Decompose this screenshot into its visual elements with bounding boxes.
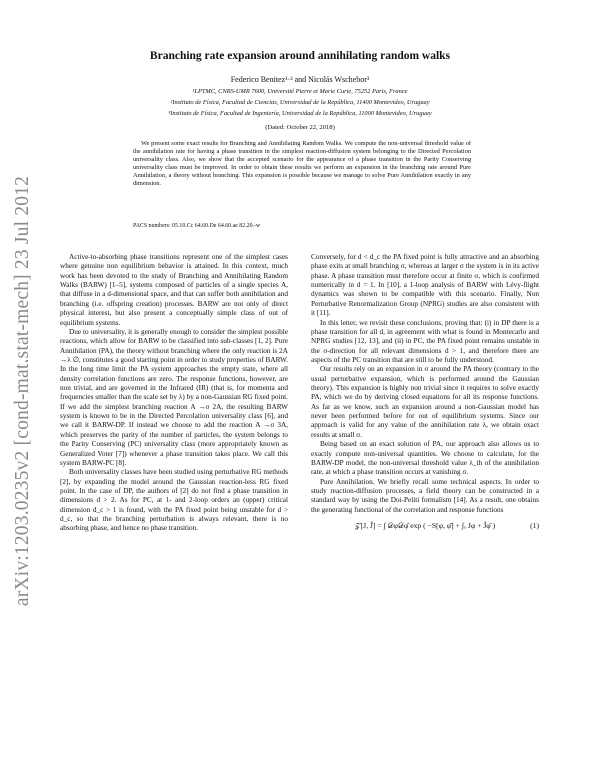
paragraph-exact-solution: Being based on an exact solution of PA, our approach also allows us to exactly compute non-universal quantities. We choose to calculate, for the BARW-DP model, the non-universal threshold value λ_th of the annihilation rate, at which a phase transition occurs at vanishing σ. (311, 440, 539, 477)
paper-title: Branching rate expansion around annihilating random walks (149, 50, 451, 62)
arxiv-id: arXiv:1203.0235v2 [cond-mat.stat-mech] 23 Jul 2012 (12, 175, 33, 607)
equation-body: 𝒵[J, Ĵ] = ∫ 𝒟φ𝒟φ̂ exp ( −S[φ, φ̂] + ∫ₓ Jφ + Ĵφ̂ ) (354, 521, 496, 531)
equation-1 (311, 521, 539, 530)
affiliation-2: ²Instituto de Física, Facultad de Ciencias, Universidad de la República, 11400 Montevideo, Uruguay (170, 99, 430, 106)
left-column (60, 253, 288, 534)
paragraph-perturbative-rg: Both universality classes have been studied using perturbative RG methods [2], by expanding the model around the Gaussian reaction-less RG fixed point. In the case of DP, the authors of [2] do not find a phase transition in dimensions d > 2. As for PC, at 1- and 2-loop orders an (upper) critical dimension d_c > 1 is found, with the PA fixed point being unstable for d > d_c, so that the branching perturbation is always relevant, there is no absorbing phase, and hence no phase transition. (60, 468, 288, 533)
paragraph-pure-annihilation: Pure Annihilation. We briefly recall some technical aspects. In order to study reaction-diffusion processes, a field theory can be constructed in a standard way by using the Doi-Peliti formalism [14]. As a result, one obtains the generating functional of the correlation and response functions (311, 477, 539, 514)
arxiv-sidebar-stamp (6, 176, 40, 606)
paragraph-intro: Active-to-absorbing phase transitions represent one of the simplest cases where genuine non equilibrium behavior is attained. In this context, much work has been devoted to the study of Branching and Annihilating Random Walks (BARW) [1–5], systems composed of particles of a single species A, that diffuse in a d-dimensional space, and that can suffer both annihilation and branching (i.e. offspring creation) processes. BARW are not only of direct physical interest, but also present a conceptually simple class of out of equilibrium systems. (60, 253, 288, 327)
author-list: Federico Benitez¹·² and Nicolás Wschebor³ (230, 75, 370, 84)
paragraph-universality: Due to universality, it is generally enough to consider the simplest possible reactions, which allow for BARW to be classified into sub-classes [1, 2]. Pure Annihilation (PA), the theory without branching where the only reaction is 2A →λ ∅, constitutes a good starting point in order to study properties of BARW. In the long time limit the PA system approaches the empty state, where all density correlation functions are zero. The response functions, however, are non trivial, and are governed in the Infrared (IR) (that is, for momenta and frequencies smaller than the scale set by λ) by a non-Gaussian RG fixed point. If we add the simplest branching reaction A →σ 2A, the resulting BARW system is known to be in the Directed Percolation universality class [6], and we call it BARW-DP. If instead we choose to add the reaction A →σ 3A, which preserves the parity of the number of particles, the system belongs to the Parity Conserving (PC) universality class (more appropriately known as Generalized Voter [7]) whenever a phase transition takes place. We call this system BARW-PC [8]. (60, 327, 288, 467)
pacs-numbers: PACS numbers: 05.10.Cc 64.60.De 64.60.ae 82.20.-w (133, 223, 261, 229)
abstract: We present some exact results for Branching and Annihilating Random Walks. We compute the non-universal threshold value of the annihilation rate for having a phase transition in the simplest reaction-diffusion system belonging to the Directed Percolation universality class. Also, we show that the accepted scenario for the appearance of a phase transition in the Parity Conserving universality class must be improved. In order to obtain these results we perform an expansion in the branching rate around Pure Annihilation, a theory without branching. This expansion is possible because we manage to solve Pure Annihilation exactly in any dimension. (133, 140, 471, 187)
equation-number: (1) (530, 521, 539, 531)
paragraph-this-letter: In this letter, we revisit these conclusions, proving that: (i) in DP there is a phase transition for all d, in agreement with what is found in Montecarlo and NPRG studies [12, 13], and (ii) in PC, the PA fixed point remains unstable in the σ-direction for all relevant dimensions d > 1, and therefore there are aspects of the PC transition that are still to be fully understood. (311, 318, 539, 364)
paragraph-our-results: Our results rely on an expansion in σ around the PA theory (contrary to the usual perturbative expansion, which is performed around the Gaussian theory). This expansion is highly non trivial since it requires to solve exactly PA, which we do by deriving closed equations for all its response functions. As far as we know, such an expansion around a non-Gaussian model has never been performed before for out of equilibrium systems. Since our approach is valid for any value of the annihilation rate λ, we obtain exact results at small σ. (311, 365, 539, 439)
date-line: (Dated: October 22, 2018) (265, 124, 335, 131)
paragraph-conversely: Conversely, for d < d_c the PA fixed point is fully attractive and an absorbing phase exits at small branching σ, whereas at larger σ the system is in its active phase. A phase transition must therefore occur at finite σ, which is confirmed numerically in d = 1. In [10], a 1-loop analysis of BARW with Lévy-flight dynamics was shown to be compatible with this scenario. Finally, Non Perturbative Renormalization Group (NPRG) studies are also consistent with it [11]. (311, 253, 539, 318)
right-column (311, 253, 539, 530)
affiliation-1: ¹LPTMC, CNRS-UMR 7600, Université Pierre et Marie Curie, 75252 Paris, France (192, 88, 408, 95)
affiliation-3: ³Instituto de Física, Facultad de Ingeniería, Universidad de la República, 11000 Montevideo, Uruguay (168, 110, 432, 117)
